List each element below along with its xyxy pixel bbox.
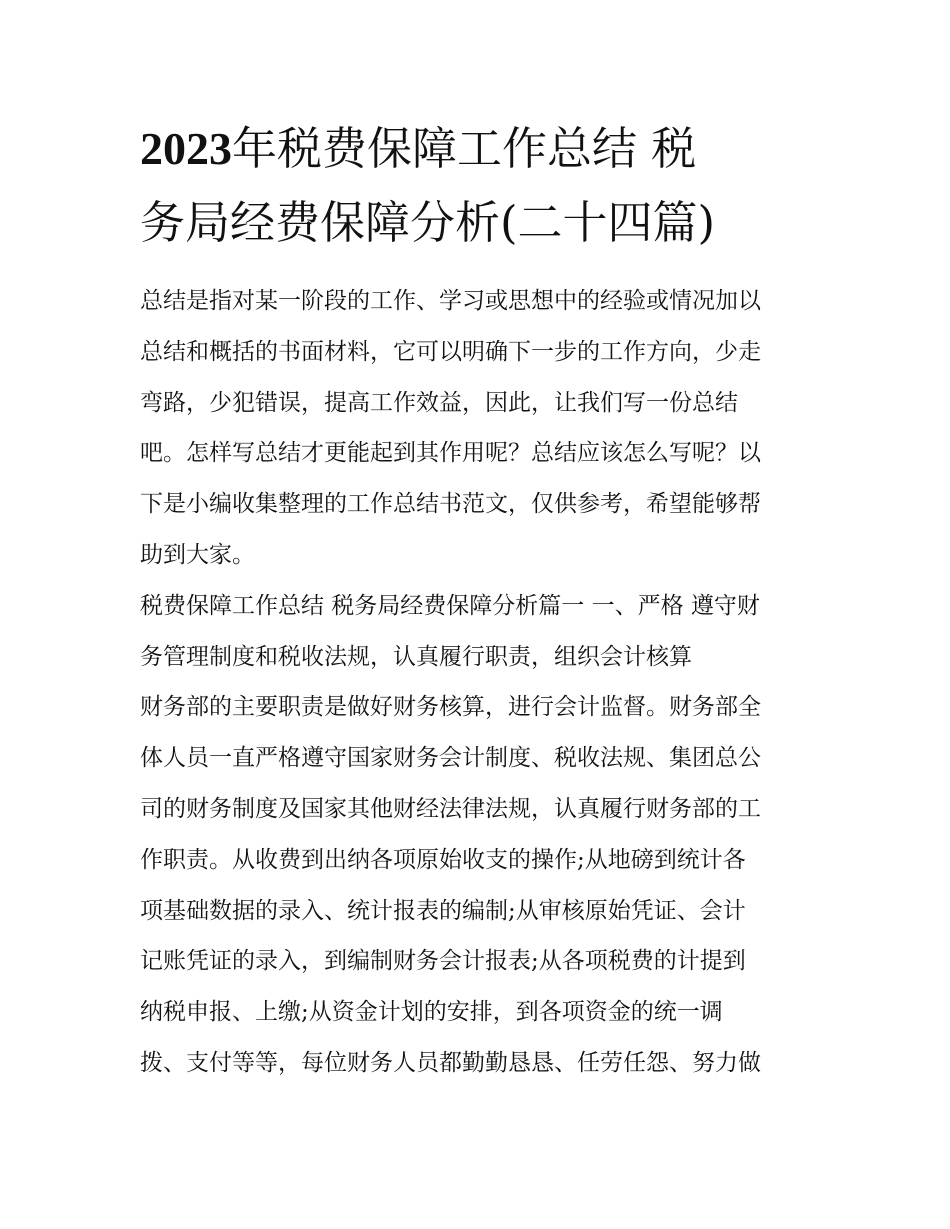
body-line: 记账凭证的录入，到编制财务会计报表;从各项税费的计提到: [140, 948, 746, 975]
title-line-1: 年税费保障工作总结 税: [232, 122, 697, 175]
body-line: 总结和概括的书面材料，它可以明确下一步的工作方向，少走: [140, 338, 761, 365]
body-line: 税费保障工作总结 税务局经费保障分析篇一 一、严格 遵守财: [140, 592, 760, 619]
body-line: 总结是指对某一阶段的工作、学习或思想中的经验或情况加以: [140, 288, 761, 314]
body-line: 体人员一直严格遵守国家财务会计制度、税收法规、集团总公: [140, 745, 761, 772]
body-line: 拨、支付等等，每位财务人员都勤勤恳恳、任劳任怨、努力做: [140, 1049, 761, 1076]
body-line: 助到大家。: [140, 541, 255, 568]
document-title: [140, 112, 820, 260]
title-year: 2023: [140, 123, 232, 174]
body-line: 弯路，少犯错误，提高工作效益，因此，让我们写一份总结: [140, 389, 738, 416]
title-line-2: 务局经费保障分析(二十四篇): [140, 196, 716, 249]
body-line: 作职责。从收费到出纳各项原始收支的操作;从地磅到统计各: [140, 846, 746, 873]
body-line: 务管理制度和税收法规，认真履行职责，组织会计核算: [140, 643, 692, 670]
body-line: 财务部的主要职责是做好财务核算，进行会计监督。财务部全: [140, 694, 761, 721]
body-line: 纳税申报、上缴;从资金计划的安排，到各项资金的统一调: [140, 999, 723, 1026]
body-line: 吧。怎样写总结才更能起到其作用呢？总结应该怎么写呢？以: [140, 440, 761, 467]
body-line: 项基础数据的录入、统计报表的编制;从审核原始凭证、会计: [140, 897, 746, 924]
body-line: 司的财务制度及国家其他财经法律法规，认真履行财务部的工: [140, 795, 761, 822]
body-line: 下是小编收集整理的工作总结书范文，仅供参考，希望能够帮: [140, 491, 761, 518]
document-body: [140, 276, 812, 1089]
